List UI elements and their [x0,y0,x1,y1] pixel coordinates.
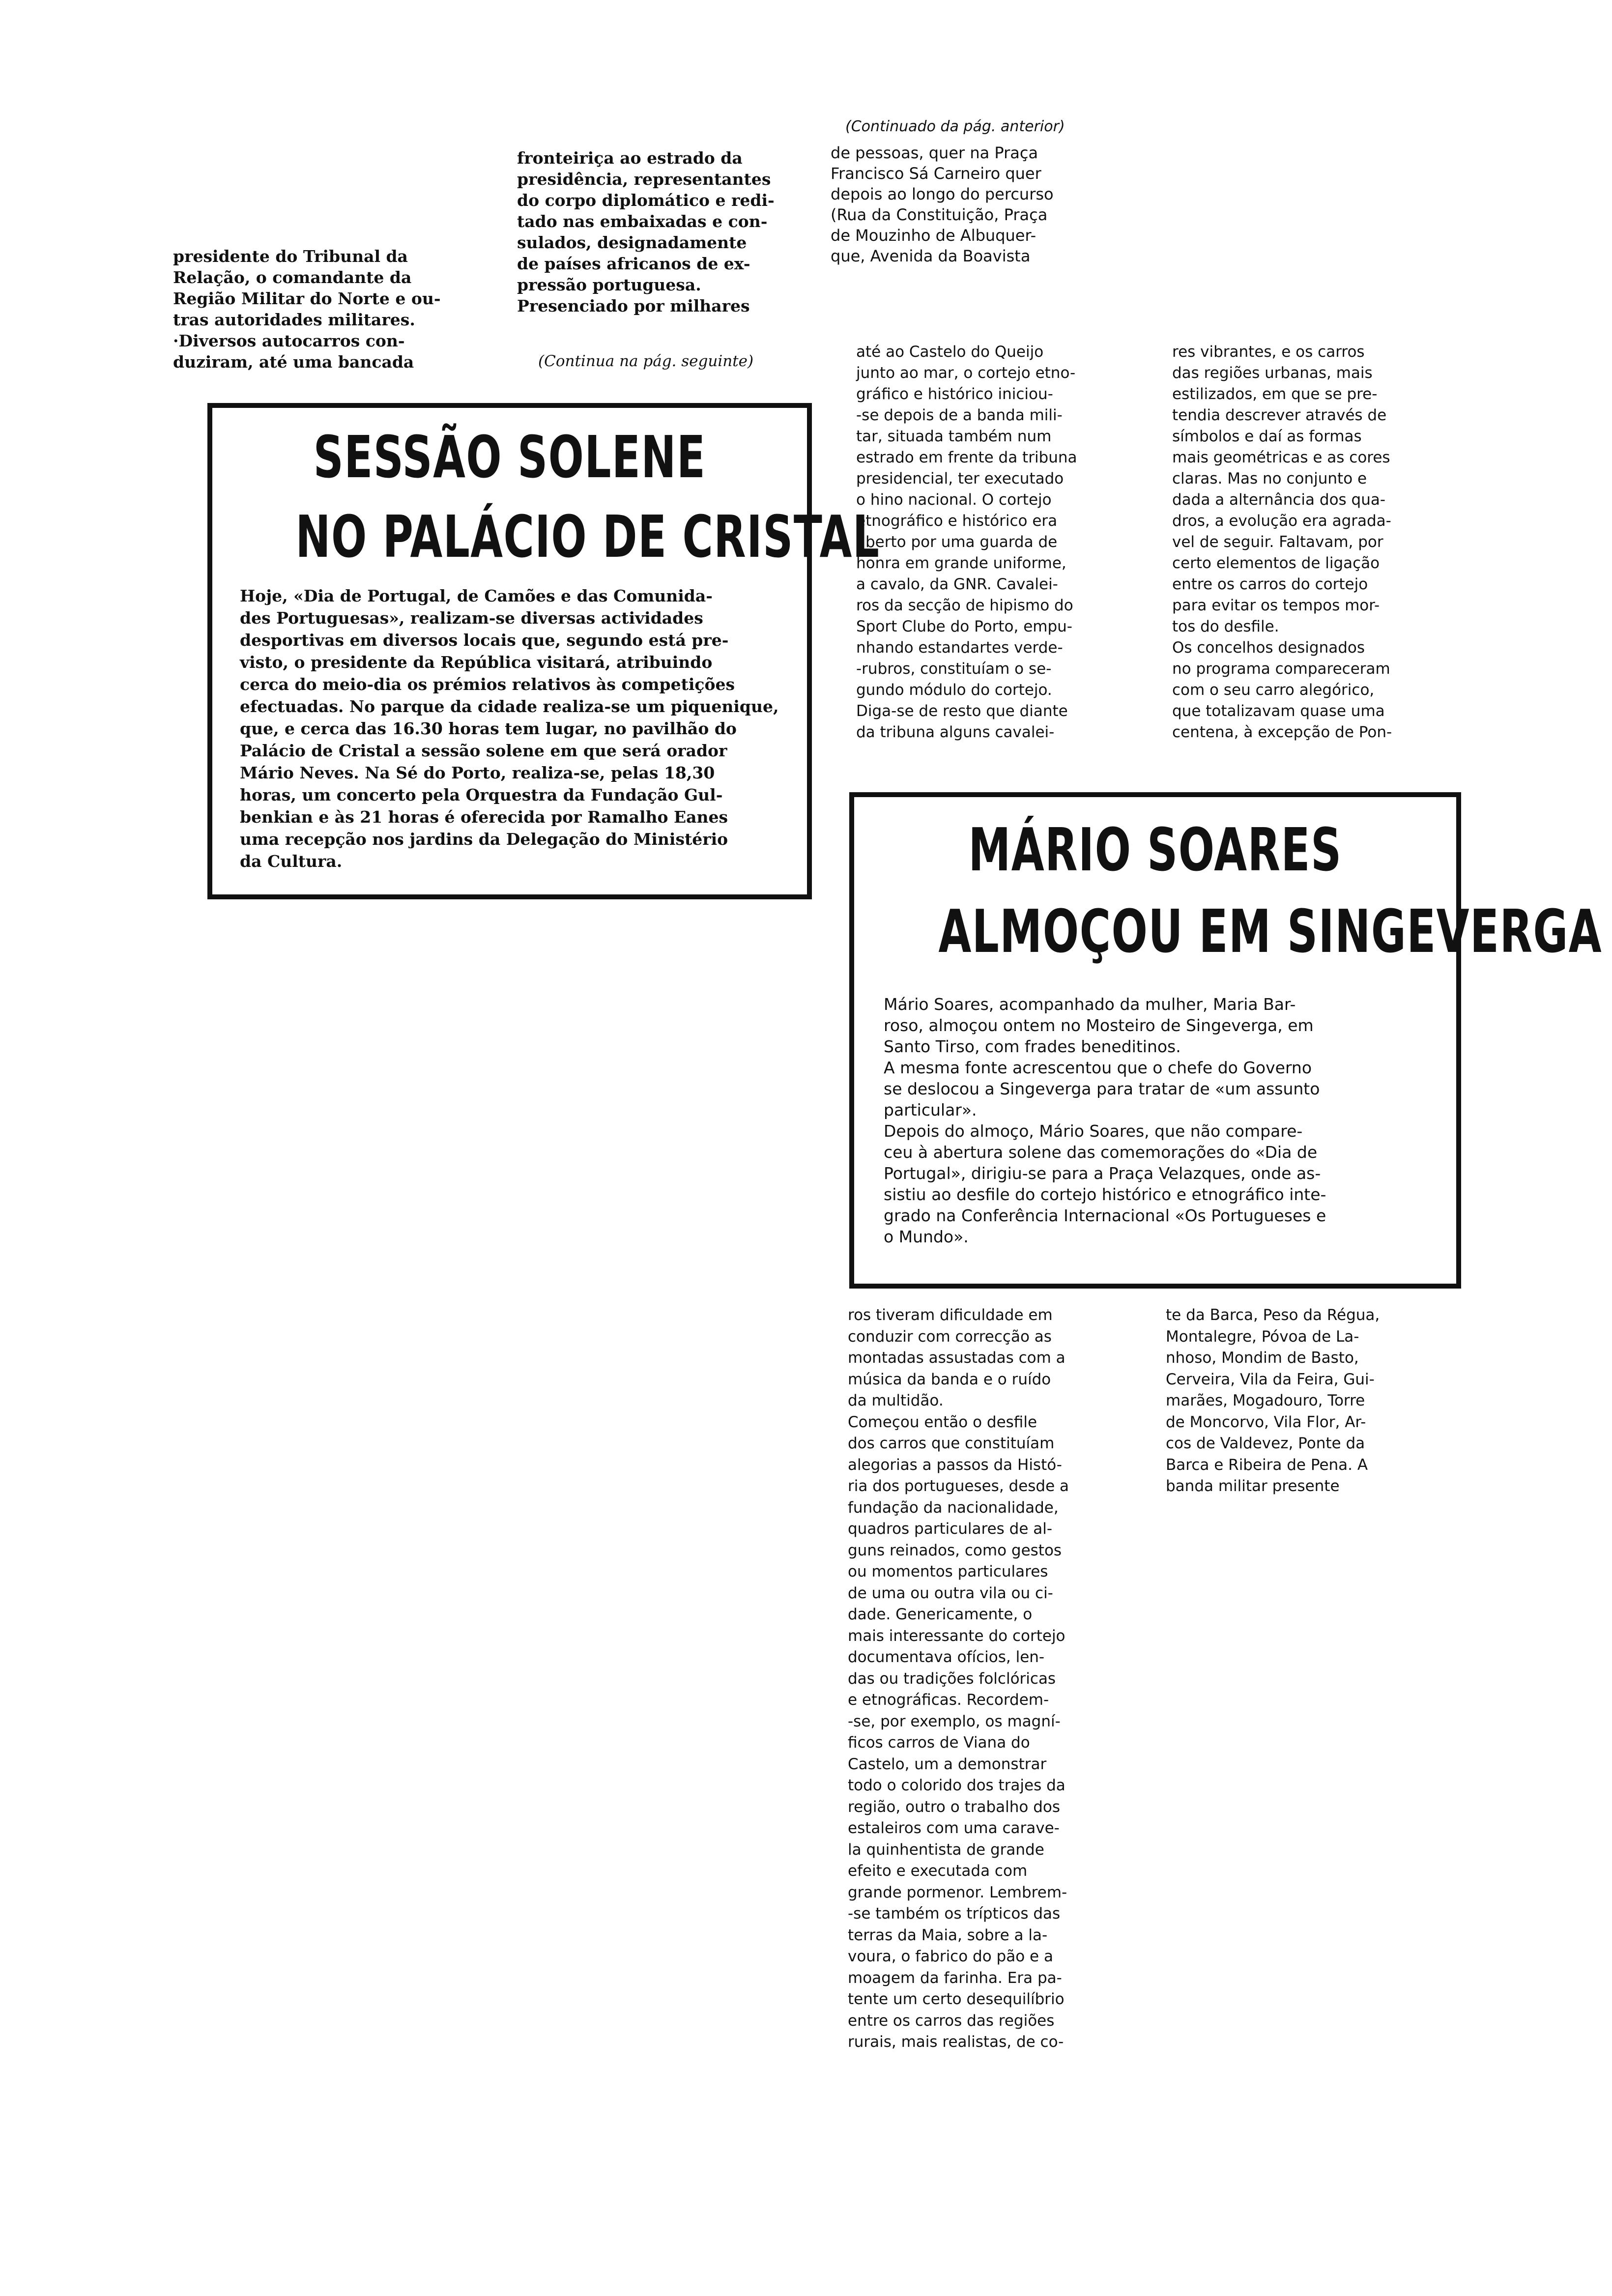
mid-col-b-text: res vibrantes, e os carros das regiões urbanas, mais estilizados, em que se pre- tendia descrever através de símbolos e daí as formas mais geométricas e as cores claras. Mas no conjunto e dada a alternância dos qua- dros, a evolução era agrada- vel de seguir. Faltavam, por certo elementos de ligação entre os carros do cortejo para evitar os tempos mor- tos do desfile. Os concelhos designados no programa compareceram com o seu carro alegórico, que totalizavam quase uma centena, à excepção de Pon- [1172,343,1392,741]
sessao-title-line2: NO PALÁCIO DE CRISTAL [295,503,880,571]
sessao-title-line1: SESSÃO SOLENE [313,423,706,491]
col3-continued-note: (Continuado da pág. anterior) [845,118,1065,135]
mario-title-line2: ALMOÇOU EM SINGEVERGA [938,898,1603,966]
low-col-b-text: te da Barca, Peso da Régua, Montalegre, Póvoa de La- nhoso, Mondim de Basto, Cerveira, Vila da Feira, Gui- marães, Mogadouro, Torre de Moncorvo, Vila Flor, Ar- cos de Valdevez, Ponte da Barca e Ribeira de Pena. A banda militar presente [1166,1306,1380,1495]
col2-continued-note: (Continua na pág. seguinte) [538,352,754,370]
col3-top-text: de pessoas, quer na Praça Francisco Sá Carneiro quer depois ao longo do percurso (Rua da Constituição, Praça de Mouzinho de Albuquer- que, Avenida da Boavista [831,144,1054,265]
mid-col-a-text: até ao Castelo do Queijo junto ao mar, o cortejo etno- gráfico e histórico iniciou- -se depois de a banda mili- tar, situada também num estrado em frente da tribuna presidencial, ter executado o hino nacional. O cortejo etnográfico e histórico era aberto por uma guarda de honra em grande uniforme, a cavalo, da GNR. Cavalei- ros da secção de hipismo do Sport Clube do Porto, empu- nhando estandartes verde- -rubros, constituíam o se- gundo módulo do cortejo. Diga-se de resto que diante da tribuna alguns cavalei- [856,343,1077,741]
sessao-body: Hoje, «Dia de Portugal, de Camões e das Comunida- des Portuguesas», realizam-se diversas actividades desportivas em diversos locais que, segundo está pre- visto, o presidente da República visitará, atribuindo cerca do meio-dia os prémios relativos às competições efectuadas. No parque da cidade realiza-se um piquenique, que, e cerca das 16.30 horas tem lugar, no pavilhão do Palácio de Cristal a sessão solene em que será orador Mário Neves. Na Sé do Porto, realiza-se, pelas 18,30 horas, um concerto pela Orquestra da Fundação Gul- benkian e às 21 horas é oferecida por Ramalho Eanes uma recepção nos jardins da Delegação do Ministério da Cultura. [240,586,779,871]
mario-title-line1: MÁRIO SOARES [968,816,1342,885]
col2-fragment-text: fronteiriça ao estrado da presidência, representantes do corpo diplomático e redi- tado nas embaixadas e con- sulados, designadamente de países africanos de ex- pressão portuguesa. Presenciado por milhares [517,148,775,316]
col1-fragment-text: presidente do Tribunal da Relação, o comandante da Região Militar do Norte e ou- tras autoridades militares. ·Diversos autocarros con- duziram, até uma bancada [173,247,441,372]
article-sessao-solene [207,403,880,899]
low-col-a-text: ros tiveram dificuldade em conduzir com correcção as montadas assustadas com a música da banda e o ruído da multidão. Começou então o desfile dos carros que constituíam alegorias a passos da Histó- ria dos portugueses, desde a fundação da nacionalidade, quadros particulares de al- guns reinados, como gestos ou momentos particulares de uma ou outra vila ou ci- dade. Genericamente, o mais interessante do cortejo documentava ofícios, len- das ou tradições folclóricas e etnográficas. Recordem- -se, por exemplo, os magní- ficos carros de Viana do Castelo, um a demonstrar todo o colorido dos trajes da região, outro o trabalho dos estaleiros com uma carave- la quinhentista de grande efeito e executada com grande pormenor. Lembrem- -se também os trípticos das terras da Maia, sobre a la- voura, o fabrico do pão e a moagem da farinha. Era pa- tente um certo desequilíbrio entre os carros das regiões rurais, mais realistas, de co- [848,1306,1069,2051]
article-mario-soares [849,792,1603,1289]
mario-body: Mário Soares, acompanhado da mulher, Maria Bar- roso, almoçou ontem no Mosteiro de Singeverga, em Santo Tirso, com frades beneditinos. A mesma fonte acrescentou que o chefe do Governo se deslocou a Singeverga para tratar de «um assunto particular». Depois do almoço, Mário Soares, que não compare- ceu à abertura solene das comemorações do «Dia de Portugal», dirigiu-se para a Praça Velazques, onde as- sistiu ao desfile do cortejo histórico e etnográfico inte- grado na Conferência Internacional «Os Portugueses e o Mundo». [884,995,1326,1246]
